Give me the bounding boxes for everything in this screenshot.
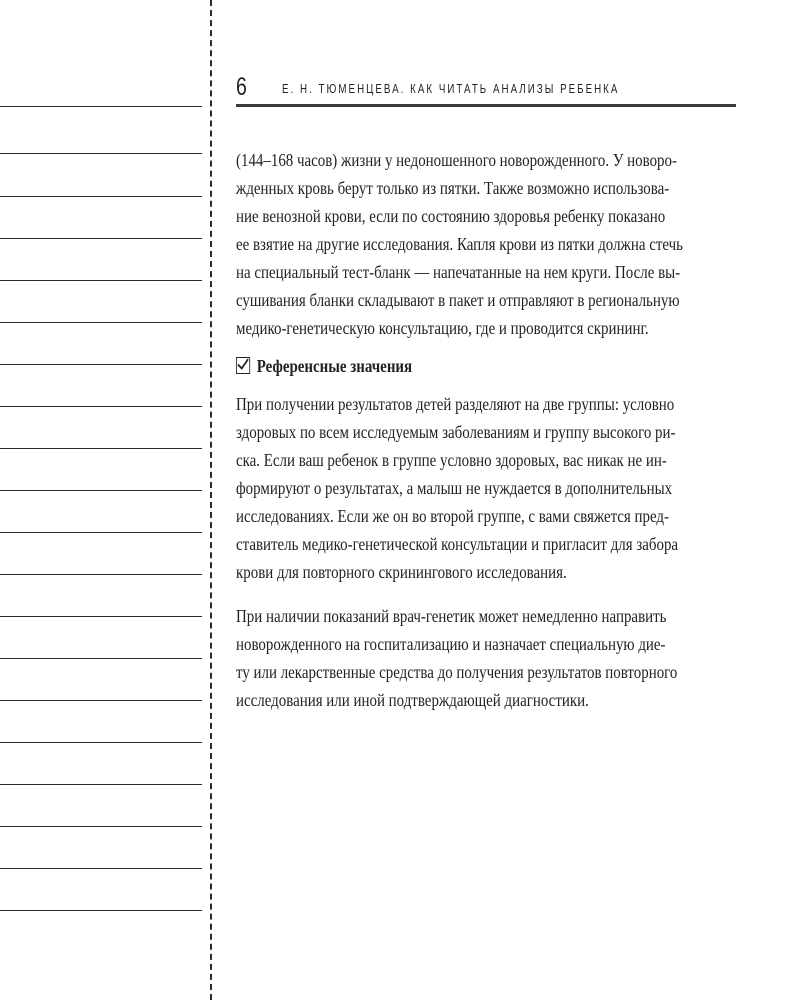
text-line: ее взятие на другие исследования. Капля крови из пятки должна стечь: [236, 234, 683, 254]
section-heading: [236, 352, 651, 380]
paragraph-gap: [236, 586, 736, 602]
text-line: (144–168 часов) жизни у недоношенного новорожденного. У новоро-: [236, 150, 677, 170]
note-line: [0, 196, 202, 197]
text-line: сушивания бланки складывают в пакет и отправляют в региональную: [236, 290, 680, 310]
note-line: [0, 826, 202, 827]
text-line: ставитель медико-генетической консультации и пригласит для забора: [236, 534, 679, 554]
dashed-cut-line: [210, 0, 212, 1000]
checkbox-checked-icon: [236, 357, 250, 374]
paragraph-intro: [236, 146, 736, 342]
note-line: [0, 574, 202, 575]
text-line: При наличии показаний врач-генетик может немедленно направить: [236, 606, 667, 626]
note-line: [0, 658, 202, 659]
note-line: [0, 322, 202, 323]
note-line: [0, 106, 202, 107]
note-line: [0, 532, 202, 533]
text-line: ние венозной крови, если по состоянию здоровья ребенку показано: [236, 206, 666, 226]
note-line: [0, 280, 202, 281]
note-line: [0, 910, 202, 911]
paragraph-reference-values: [236, 390, 736, 586]
text-line: на специальный тест-бланк — напечатанные на нем круги. После вы-: [236, 262, 681, 282]
note-line: [0, 238, 202, 239]
paragraph-geneticist: [236, 602, 736, 714]
note-line: [0, 153, 202, 154]
text-line: ту или лекарственные средства до получения результатов повторного: [236, 662, 678, 682]
text-line: ска. Если ваш ребенок в группе условно здоровых, вас никак не ин-: [236, 450, 667, 470]
text-line: исследования или иной подтверждающей диагностики.: [236, 690, 589, 710]
running-head: [236, 72, 736, 106]
text-line: здоровых по всем исследуемым заболеваниям и группу высокого ри-: [236, 422, 676, 442]
note-line: [0, 448, 202, 449]
note-line: [0, 406, 202, 407]
note-line: [0, 742, 202, 743]
page-content: [236, 146, 736, 714]
note-line: [0, 364, 202, 365]
note-line: [0, 616, 202, 617]
header-rule: [236, 104, 736, 107]
text-line: медико-генетическую консультацию, где и проводится скрининг.: [236, 318, 649, 338]
text-line: формируют о результатах, а малыш не нуждается в дополнительных: [236, 478, 673, 498]
note-line: [0, 700, 202, 701]
text-line: крови для повторного скринингового исследования.: [236, 562, 567, 582]
section-heading-text: Референсные значения: [256, 356, 413, 376]
note-line: [0, 490, 202, 491]
note-line: [0, 868, 202, 869]
text-line: исследованиях. Если же он во второй группе, с вами свяжется пред-: [236, 506, 670, 526]
note-line: [0, 784, 202, 785]
text-line: новорожденного на госпитализацию и назначает специальную дие-: [236, 634, 666, 654]
running-head-title: Е. Н. ТЮМЕНЦЕВА. КАК ЧИТАТЬ АНАЛИЗЫ РЕБЕНКА: [282, 82, 620, 96]
text-line: жденных кровь берут только из пятки. Также возможно использова-: [236, 178, 670, 198]
text-line: При получении результатов детей разделяют на две группы: условно: [236, 394, 675, 414]
notes-area: [0, 0, 202, 1000]
page-number: 6: [236, 73, 247, 101]
